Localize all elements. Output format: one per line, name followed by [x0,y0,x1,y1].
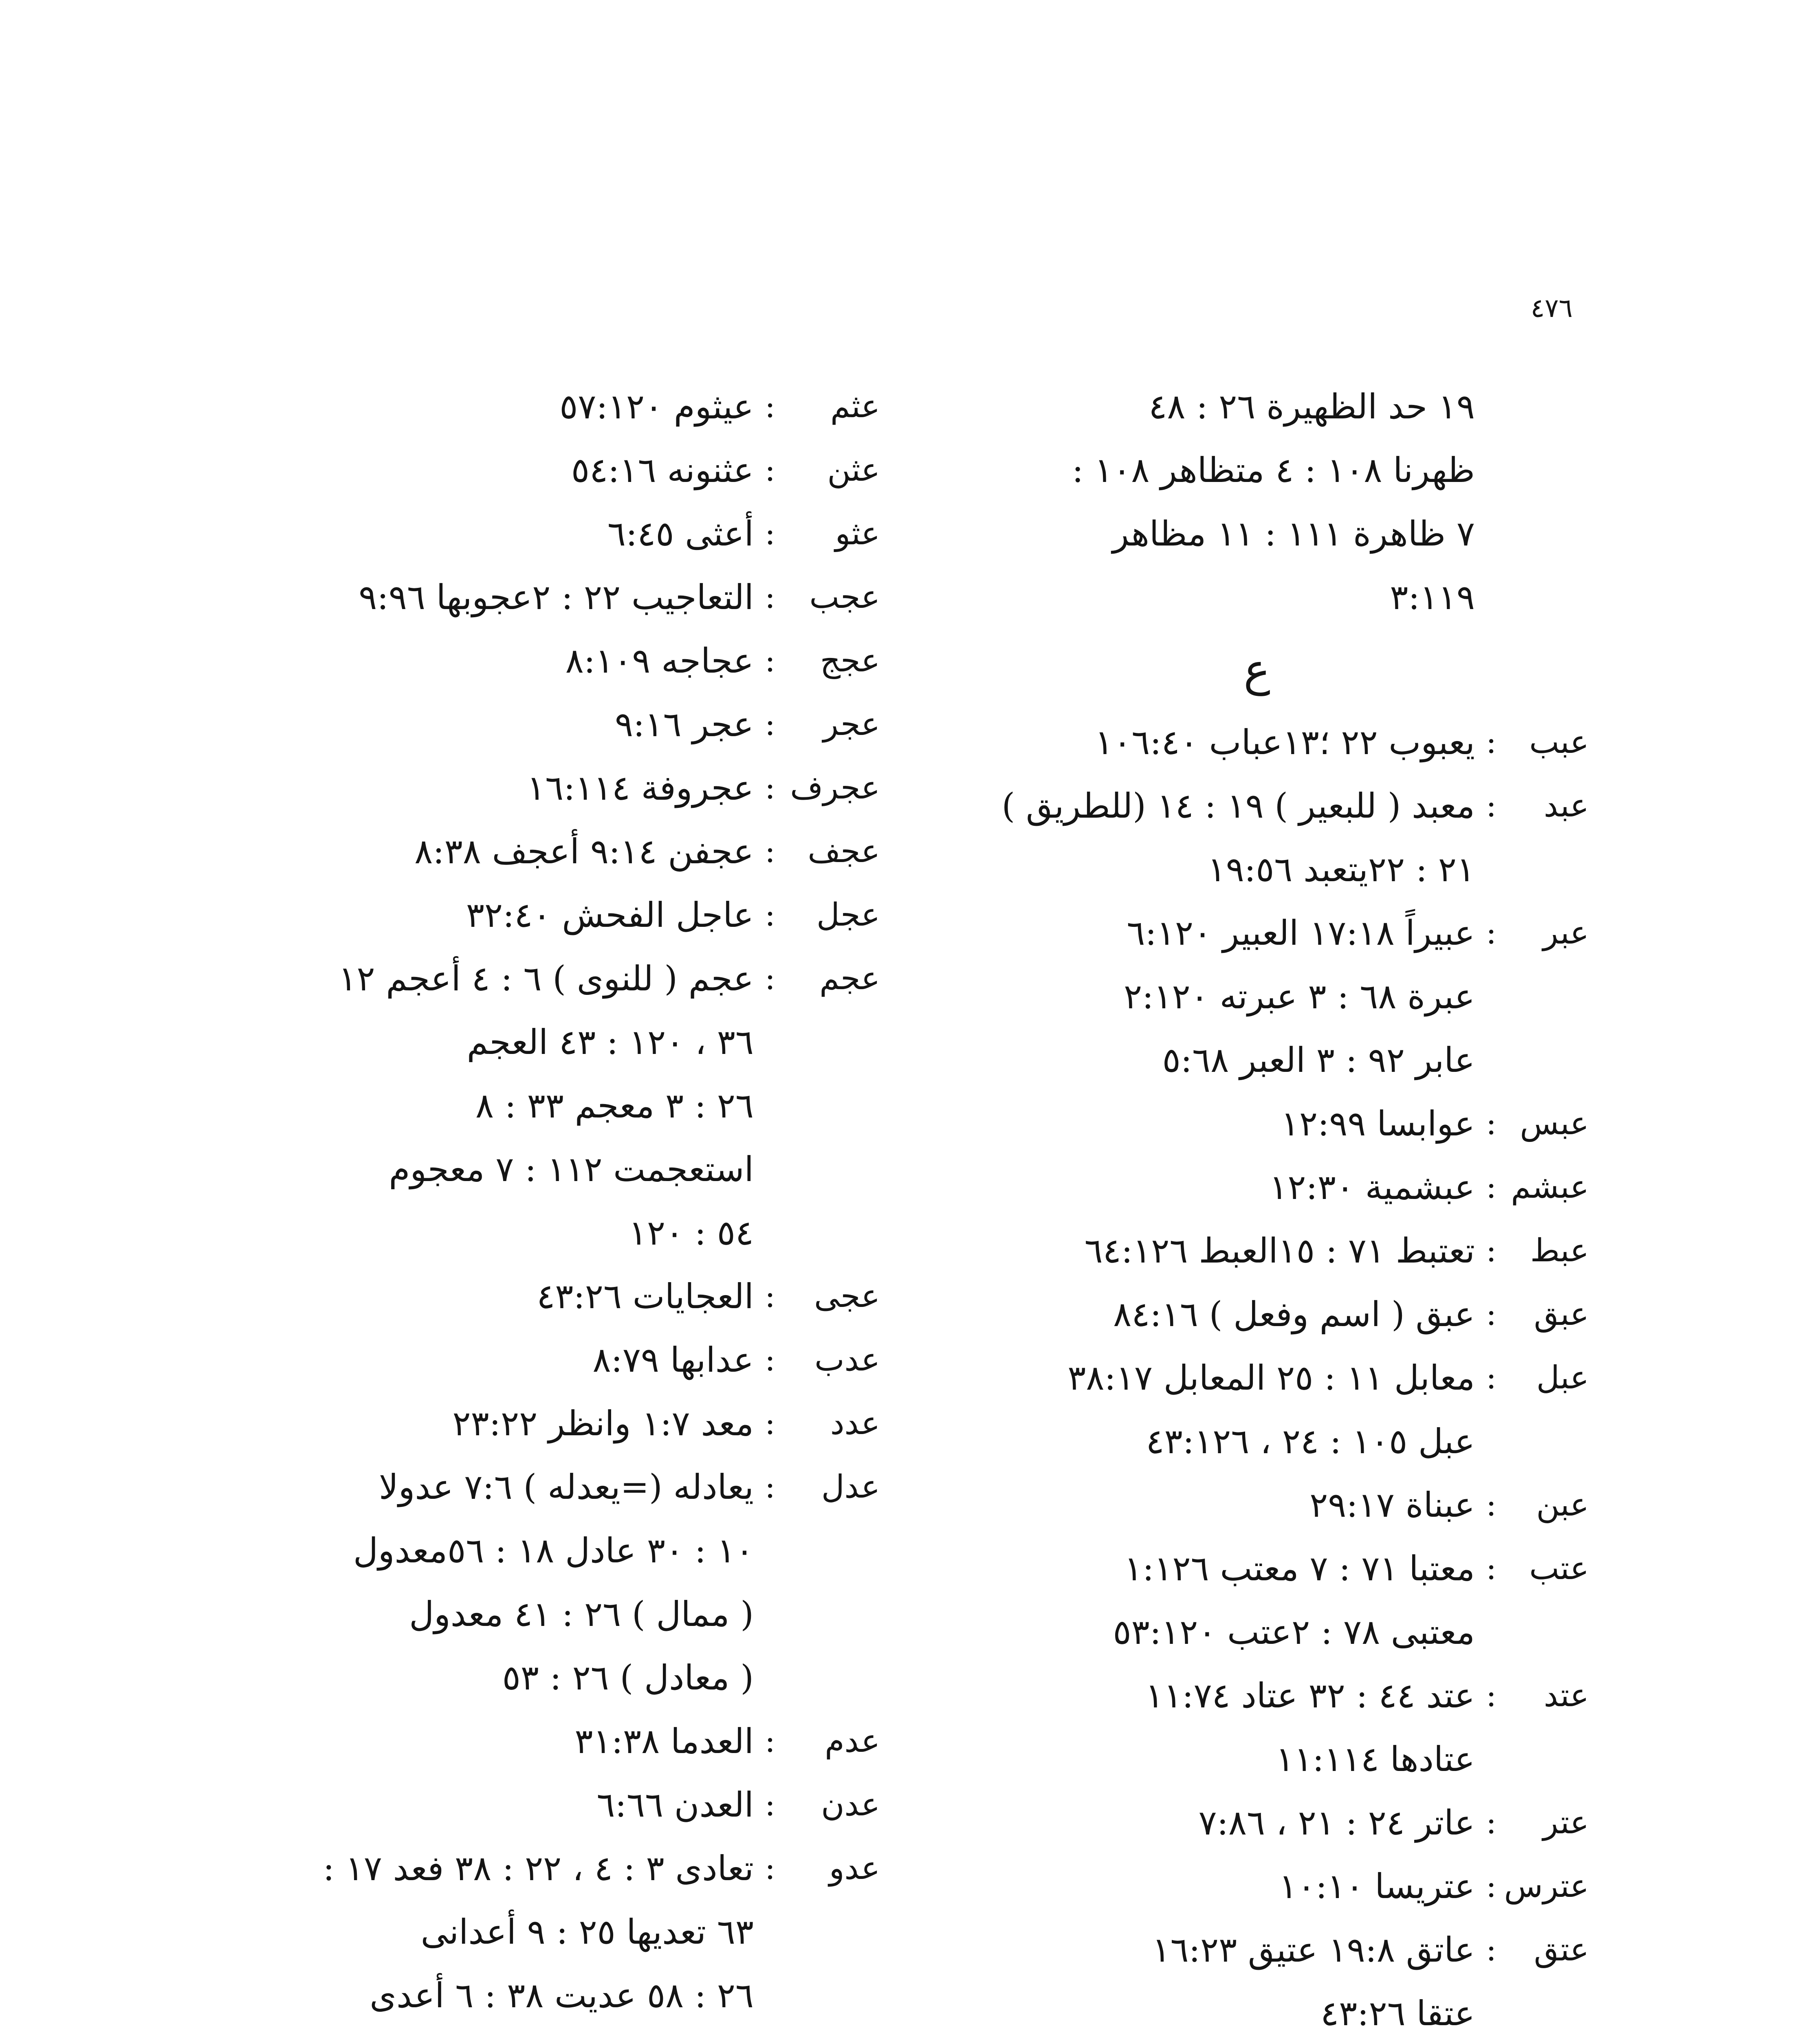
entry-line: عتد ٤٤ : ٣٢ عتاد ١١:٧٤ [1145,1676,1475,1716]
right-column [949,375,1589,2037]
entry-root: عتد [1543,1677,1589,1714]
entry-line: عبناة ٢٩:١٧ [1309,1485,1475,1525]
entry-line: تعادى ٣ : ٤ ، ٢٢ : ٣٨ فعد ١٧ : [323,1848,754,1888]
entry-line: ( ممال ) ٢٦ : ٤١ معدول [409,1594,754,1634]
entry-lines [949,1791,1475,1854]
entry-lines [244,629,754,693]
entry-line: عجاجه ٨:١٠٩ [565,641,754,681]
entry-root: عجر [823,706,880,743]
entry-line: عاتر ٢٤ : ٢١ ، ٧:٨٦ [1198,1803,1475,1843]
entry-line: عاجل الفحش ٣٢:٤٠ [466,895,754,935]
entry-separator: : [764,1786,776,1823]
entry-root: عبشم [1511,1169,1589,1205]
entry-separator: : [1485,1487,1497,1523]
entry-root: عترس [1504,1868,1589,1905]
index-entry [949,1092,1589,1155]
entry-lines [244,820,754,883]
index-entry [949,1155,1589,1219]
entry-line: عيثوم ٥٧:١٢٠ [559,387,754,427]
entry-line: معابل ١١ : ٢٥ المعابل ٣٨:١٧ [1067,1358,1475,1398]
index-entry [949,1219,1589,1282]
entry-separator: : [764,579,776,616]
index-entry [949,1664,1589,1791]
entry-lines [949,1219,1475,1282]
entry-lines [244,502,754,565]
index-entry [949,1791,1589,1854]
entry-line: عجفن ٩:١٤ أعجف ٨:٣٨ [414,832,754,871]
index-entry [244,502,880,565]
entry-line: عبل ١٠٥ : ٢٤ ، ٤٣:١٢٦ [1146,1421,1475,1461]
entry-root: عبق [1534,1296,1589,1333]
entry-root: عدد [830,1405,880,1442]
right-entries [949,711,1589,2037]
entry-separator: : [1485,915,1497,951]
entry-separator: : [1485,724,1497,761]
entry-lines [949,711,1475,774]
entry-lines [949,1092,1475,1155]
entry-lines [244,1328,754,1392]
entry-root: عدم [825,1723,880,1760]
index-entry [244,1392,880,1455]
entry-lines [949,1854,1475,1918]
entry-lines [949,1346,1475,1473]
entry-root: عبط [1530,1232,1589,1269]
entry-root: عبل [1536,1359,1589,1396]
entry-line: تعتبط ٧١ : ١٥العبط ٦٤:١٢٦ [1084,1231,1475,1271]
entry-separator: : [764,770,776,806]
entry-lines [949,901,1475,1092]
entry-separator: : [764,1723,776,1760]
entry-line: عتادها ١١:١١٤ [1276,1739,1475,1779]
entry-separator: : [1485,1296,1497,1333]
index-entry [244,756,880,820]
entry-root: عبس [1520,1105,1589,1142]
entry-line: ١٩ حد الظهيرة ٢٦ : ٤٨ [1149,387,1475,427]
index-entry [244,820,880,883]
entry-lines [949,1918,1475,2037]
index-entry [949,1282,1589,1346]
entry-separator: : [764,1278,776,1315]
entry-line: ( معادل ) ٢٦ : ٥٣ [502,1658,754,1698]
entry-separator: : [764,452,776,488]
letter-heading: ع [1243,644,1270,696]
entry-line: التعاجيب ٢٢ : ٢عجوبها ٩:٩٦ [359,577,754,617]
entry-lines [244,565,754,629]
index-entry [244,1328,880,1392]
entry-line: عجر ٩:١٦ [614,704,754,744]
entry-root: عجج [820,642,880,679]
index-entry [244,1265,880,1328]
entry-separator: : [1485,1931,1497,1968]
index-entry [949,901,1589,1092]
index-entry [949,774,1589,901]
index-entry [244,1837,880,2037]
entry-root: عجب [809,579,880,616]
entry-root: عبن [1536,1487,1589,1523]
entry-line: عجم ( للنوى ) ٦ : ٤ أعجم ١٢ [338,959,754,999]
entry-line: ٢١ : ٢٢يتعبد ١٩:٥٦ [1207,849,1475,889]
entry-root: عتب [1529,1550,1589,1587]
continued-entry [949,375,1589,629]
index-entry [949,1537,1589,1664]
entry-separator: : [1485,1359,1497,1396]
index-entry [244,947,880,1265]
entry-lines [244,1837,754,2037]
entry-root: عتق [1534,1931,1589,1968]
index-entry [244,629,880,693]
index-entry [244,565,880,629]
entry-separator: : [764,1850,776,1887]
entry-separator: : [1485,1550,1497,1587]
entry-lines [949,1282,1475,1346]
entry-separator: : [764,1342,776,1378]
entry-root: عثن [827,452,880,488]
entry-line: ١٠ : ٣٠ عادل ١٨ : ٥٦معدول [353,1531,754,1571]
entry-line [244,2027,754,2037]
entry-separator: : [764,960,776,997]
entry-line: عبشمية ١٢:٣٠ [1269,1167,1475,1207]
entry-lines [244,1709,754,1773]
entry-line: ٣:١١٩ [1390,577,1475,617]
page-number: ٤٧٦ [1530,293,1573,323]
entry-line: عبيراً ١٧:١٨ العبير ٦:١٢٠ [1127,913,1475,953]
entry-lines [244,756,754,820]
entry-line: ظهرنا ١٠٨ : ٤ متظاهر ١٠٨ : [1072,450,1475,490]
entry-lines [244,438,754,502]
entry-separator: : [764,388,776,425]
index-entry [949,711,1589,774]
entry-lines [949,1537,1475,1664]
entry-lines [949,1155,1475,1219]
entry-root: عجف [808,833,880,870]
entry-lines [949,1664,1475,1791]
entry-separator: : [764,515,776,552]
entry-line: يعادله (=يعدله ) ٧:٦ عدولا [379,1467,754,1507]
index-entry [244,693,880,756]
entry-lines [949,1473,1475,1537]
entry-root: عبب [1529,724,1589,761]
entry-separator: : [1485,1804,1497,1841]
entry-root: عجل [816,897,880,933]
entry-separator: : [1485,788,1497,824]
entry-separator: : [1485,1232,1497,1269]
entry-separator: : [1485,1169,1497,1205]
entry-line: استعجمت ١١٢ : ٧ معجوم [389,1149,754,1189]
left-entries [244,375,880,2037]
index-entry [244,883,880,947]
entry-line: معد ١:٧ وانظر ٢٣:٢٢ [452,1403,754,1443]
entry-line: عثنونه ٥٤:١٦ [571,450,754,490]
entry-root: عدب [814,1342,880,1378]
entry-lines [244,947,754,1265]
entry-line: عبق ( اسم وفعل ) ٨٤:١٦ [1113,1294,1475,1334]
entry-root: عثو [835,515,880,552]
entry-line: العدما ٣١:٣٨ [574,1721,754,1761]
entry-line: عابر ٩٢ : ٣ العبر ٥:٦٨ [1162,1040,1475,1080]
entry-lines [244,693,754,756]
entry-separator: : [764,706,776,743]
index-entry [244,438,880,502]
entry-line: معبد ( للبعير ) ١٩ : ١٤ (للطريق ) [1001,786,1475,826]
entry-line: ٢٦ : ٣ معجم ٣٣ : ٨ [475,1086,754,1126]
entry-root: عبر [1543,915,1589,951]
left-column [244,375,880,2037]
entry-line: ٦٣ تعديها ٢٥ : ٩ أعدانى [420,1912,754,1952]
index-entry [949,1473,1589,1537]
entry-lines [244,883,754,947]
entry-root: عجم [819,960,880,997]
entry-separator: : [1485,1677,1497,1714]
entry-line: ٢٦ : ٥٨ عديت ٣٨ : ٦ أعدى [370,1975,754,2015]
index-entry [244,1709,880,1773]
entry-line: عجروفة ١٦:١١٤ [526,768,754,808]
entry-line: أعثى ٦:٤٥ [607,514,754,554]
entry-line: عاتق ١٩:٨ عتيق ١٦:٢٣ [1152,1930,1475,1970]
entry-lines [244,375,754,438]
entry-line: عوابسا ١٢:٩٩ [1281,1104,1475,1144]
entry-separator: : [764,833,776,870]
entry-root: عدن [821,1786,880,1823]
entry-line: يعبوب ٢٢ ؛١٣عباب ١٠٦:٤٠ [1094,722,1475,762]
entry-lines [244,1773,754,1837]
index-entry [949,1854,1589,1918]
index-entry [949,1346,1589,1473]
entry-root: عبد [1543,788,1589,824]
entry-root: عدو [829,1850,880,1887]
entry-root: عجرف [790,770,880,806]
entry-separator: : [764,1405,776,1442]
entry-root: عتر [1543,1804,1589,1841]
entry-lines [244,1265,754,1328]
entry-line: معتبى ٧٨ : ٢عتب ٥٣:١٢٠ [1113,1612,1475,1652]
entry-line: ٣٦ ، ١٢٠ : ٤٣ العجم [467,1022,754,1062]
index-entry [244,1773,880,1837]
entry-line: عتقا ٤٣:٢٦ [1320,1993,1475,2033]
entry-lines [949,375,1475,629]
index-entry [244,375,880,438]
entry-separator: : [764,897,776,933]
entry-line: العجايات ٤٣:٢٦ [537,1276,754,1316]
entry-root: عدل [821,1469,880,1505]
entry-separator: : [1485,1105,1497,1142]
entry-line: عبرة ٦٨ : ٣ عبرته ٢:١٢٠ [1123,977,1475,1016]
index-entry [244,1455,880,1709]
entry-root: عجى [814,1278,880,1315]
entry-line: العدن ٦:٦٦ [596,1785,754,1825]
entry-line: عدابها ٨:٧٩ [592,1340,754,1380]
entry-lines [244,1455,754,1709]
entry-root: عثم [830,388,880,425]
entry-separator: : [764,1469,776,1505]
entry-separator: : [1485,1868,1497,1905]
entry-line: ٥٤ : ١٢٠ [628,1213,754,1253]
entry-line: عتريسا ١٠:١٠ [1279,1866,1475,1906]
index-entry [949,1918,1589,2037]
entry-separator: : [764,642,776,679]
entry-line: ٧ ظاهرة ١١١ : ١١ مظاهر [1112,514,1475,554]
entry-lines [949,774,1475,901]
entry-lines [244,1392,754,1455]
entry-line: معتبا ٧١ : ٧ معتب ١:١٢٦ [1124,1549,1475,1588]
